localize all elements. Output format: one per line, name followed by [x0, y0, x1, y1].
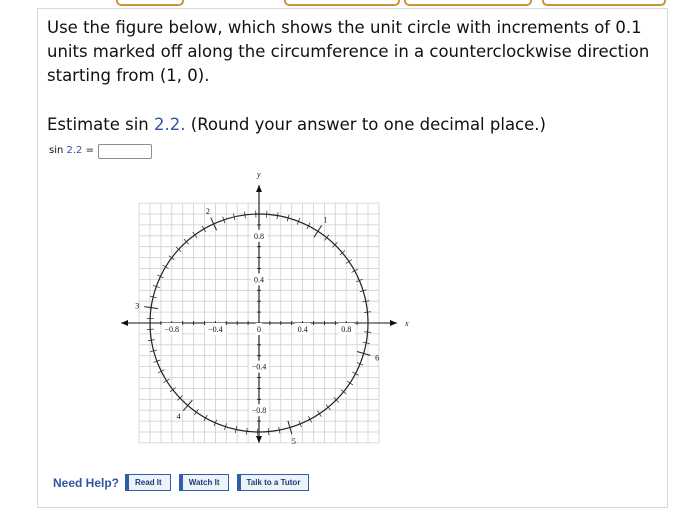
y-axis-arrow-up	[256, 185, 262, 192]
estimate-instruction	[47, 113, 546, 137]
circumference-tick	[364, 332, 371, 333]
x-tick-label: −0.8	[164, 325, 180, 334]
talk-to-tutor-button[interactable]: Talk to a Tutor	[237, 474, 310, 491]
answer-input[interactable]	[98, 144, 152, 159]
unit-circle-figure	[118, 168, 418, 458]
y-axis-arrow-down	[256, 436, 262, 443]
answer-label-value: 2.2	[66, 145, 83, 156]
read-it-button[interactable]: Read It	[125, 474, 171, 491]
circumference-tick	[202, 226, 206, 232]
estimate-prefix: Estimate sin	[47, 115, 155, 134]
need-help-label: Need Help?	[53, 475, 120, 490]
circumference-tick	[268, 428, 269, 435]
circumference-tick	[346, 259, 352, 263]
x-tick-label: 0	[257, 325, 261, 334]
arc-label: 1	[323, 215, 328, 225]
help-row	[53, 474, 317, 491]
question-text	[47, 16, 650, 88]
answer-label-suffix: =	[85, 145, 94, 156]
circumference-tick	[245, 211, 246, 218]
top-tab-4[interactable]	[542, 0, 666, 6]
question-line: starting from (1, 0).	[47, 66, 210, 85]
top-tab-1[interactable]	[116, 0, 184, 6]
arc-label: 2	[205, 207, 210, 217]
circumference-tick	[347, 381, 353, 385]
y-axis-label: y	[257, 170, 261, 179]
arc-label: 5	[291, 436, 296, 446]
question-line: Use the figure below, which shows the unit circle with increments of 0.1	[47, 18, 642, 37]
top-tab-3[interactable]	[404, 0, 532, 6]
circumference-tick	[164, 379, 170, 383]
estimate-value: 2.2.	[154, 115, 186, 134]
axis-tick-labels	[162, 170, 409, 416]
x-tick-label: −0.4	[208, 325, 223, 334]
x-axis-arrow-right	[390, 320, 397, 326]
answer-row	[49, 143, 152, 159]
top-tab-2[interactable]	[284, 0, 400, 6]
arc-label: 4	[176, 412, 181, 422]
x-axis-arrow-left	[121, 320, 128, 326]
question-line: units marked off along the circumference in a counterclockwise direction	[47, 42, 650, 61]
arc-label: 6	[375, 353, 380, 363]
y-tick-label: −0.8	[251, 406, 267, 416]
x-tick-label: 0.4	[297, 325, 308, 334]
y-tick-label: 0.8	[254, 231, 264, 241]
y-tick-label: −0.4	[251, 362, 267, 372]
estimate-suffix: (Round your answer to one decimal place.)	[185, 115, 546, 134]
x-axis-label: x	[405, 319, 409, 328]
answer-label-prefix: sin	[49, 145, 64, 156]
circumference-tick	[183, 400, 192, 411]
y-tick-label: 0.4	[254, 275, 264, 285]
circumference-tick	[317, 411, 321, 417]
circumference-tick	[246, 428, 247, 435]
circumference-tick	[163, 265, 169, 269]
arc-label: 3	[135, 301, 140, 311]
watch-it-button[interactable]: Watch It	[179, 474, 229, 491]
x-tick-label: 0.8	[341, 325, 352, 334]
